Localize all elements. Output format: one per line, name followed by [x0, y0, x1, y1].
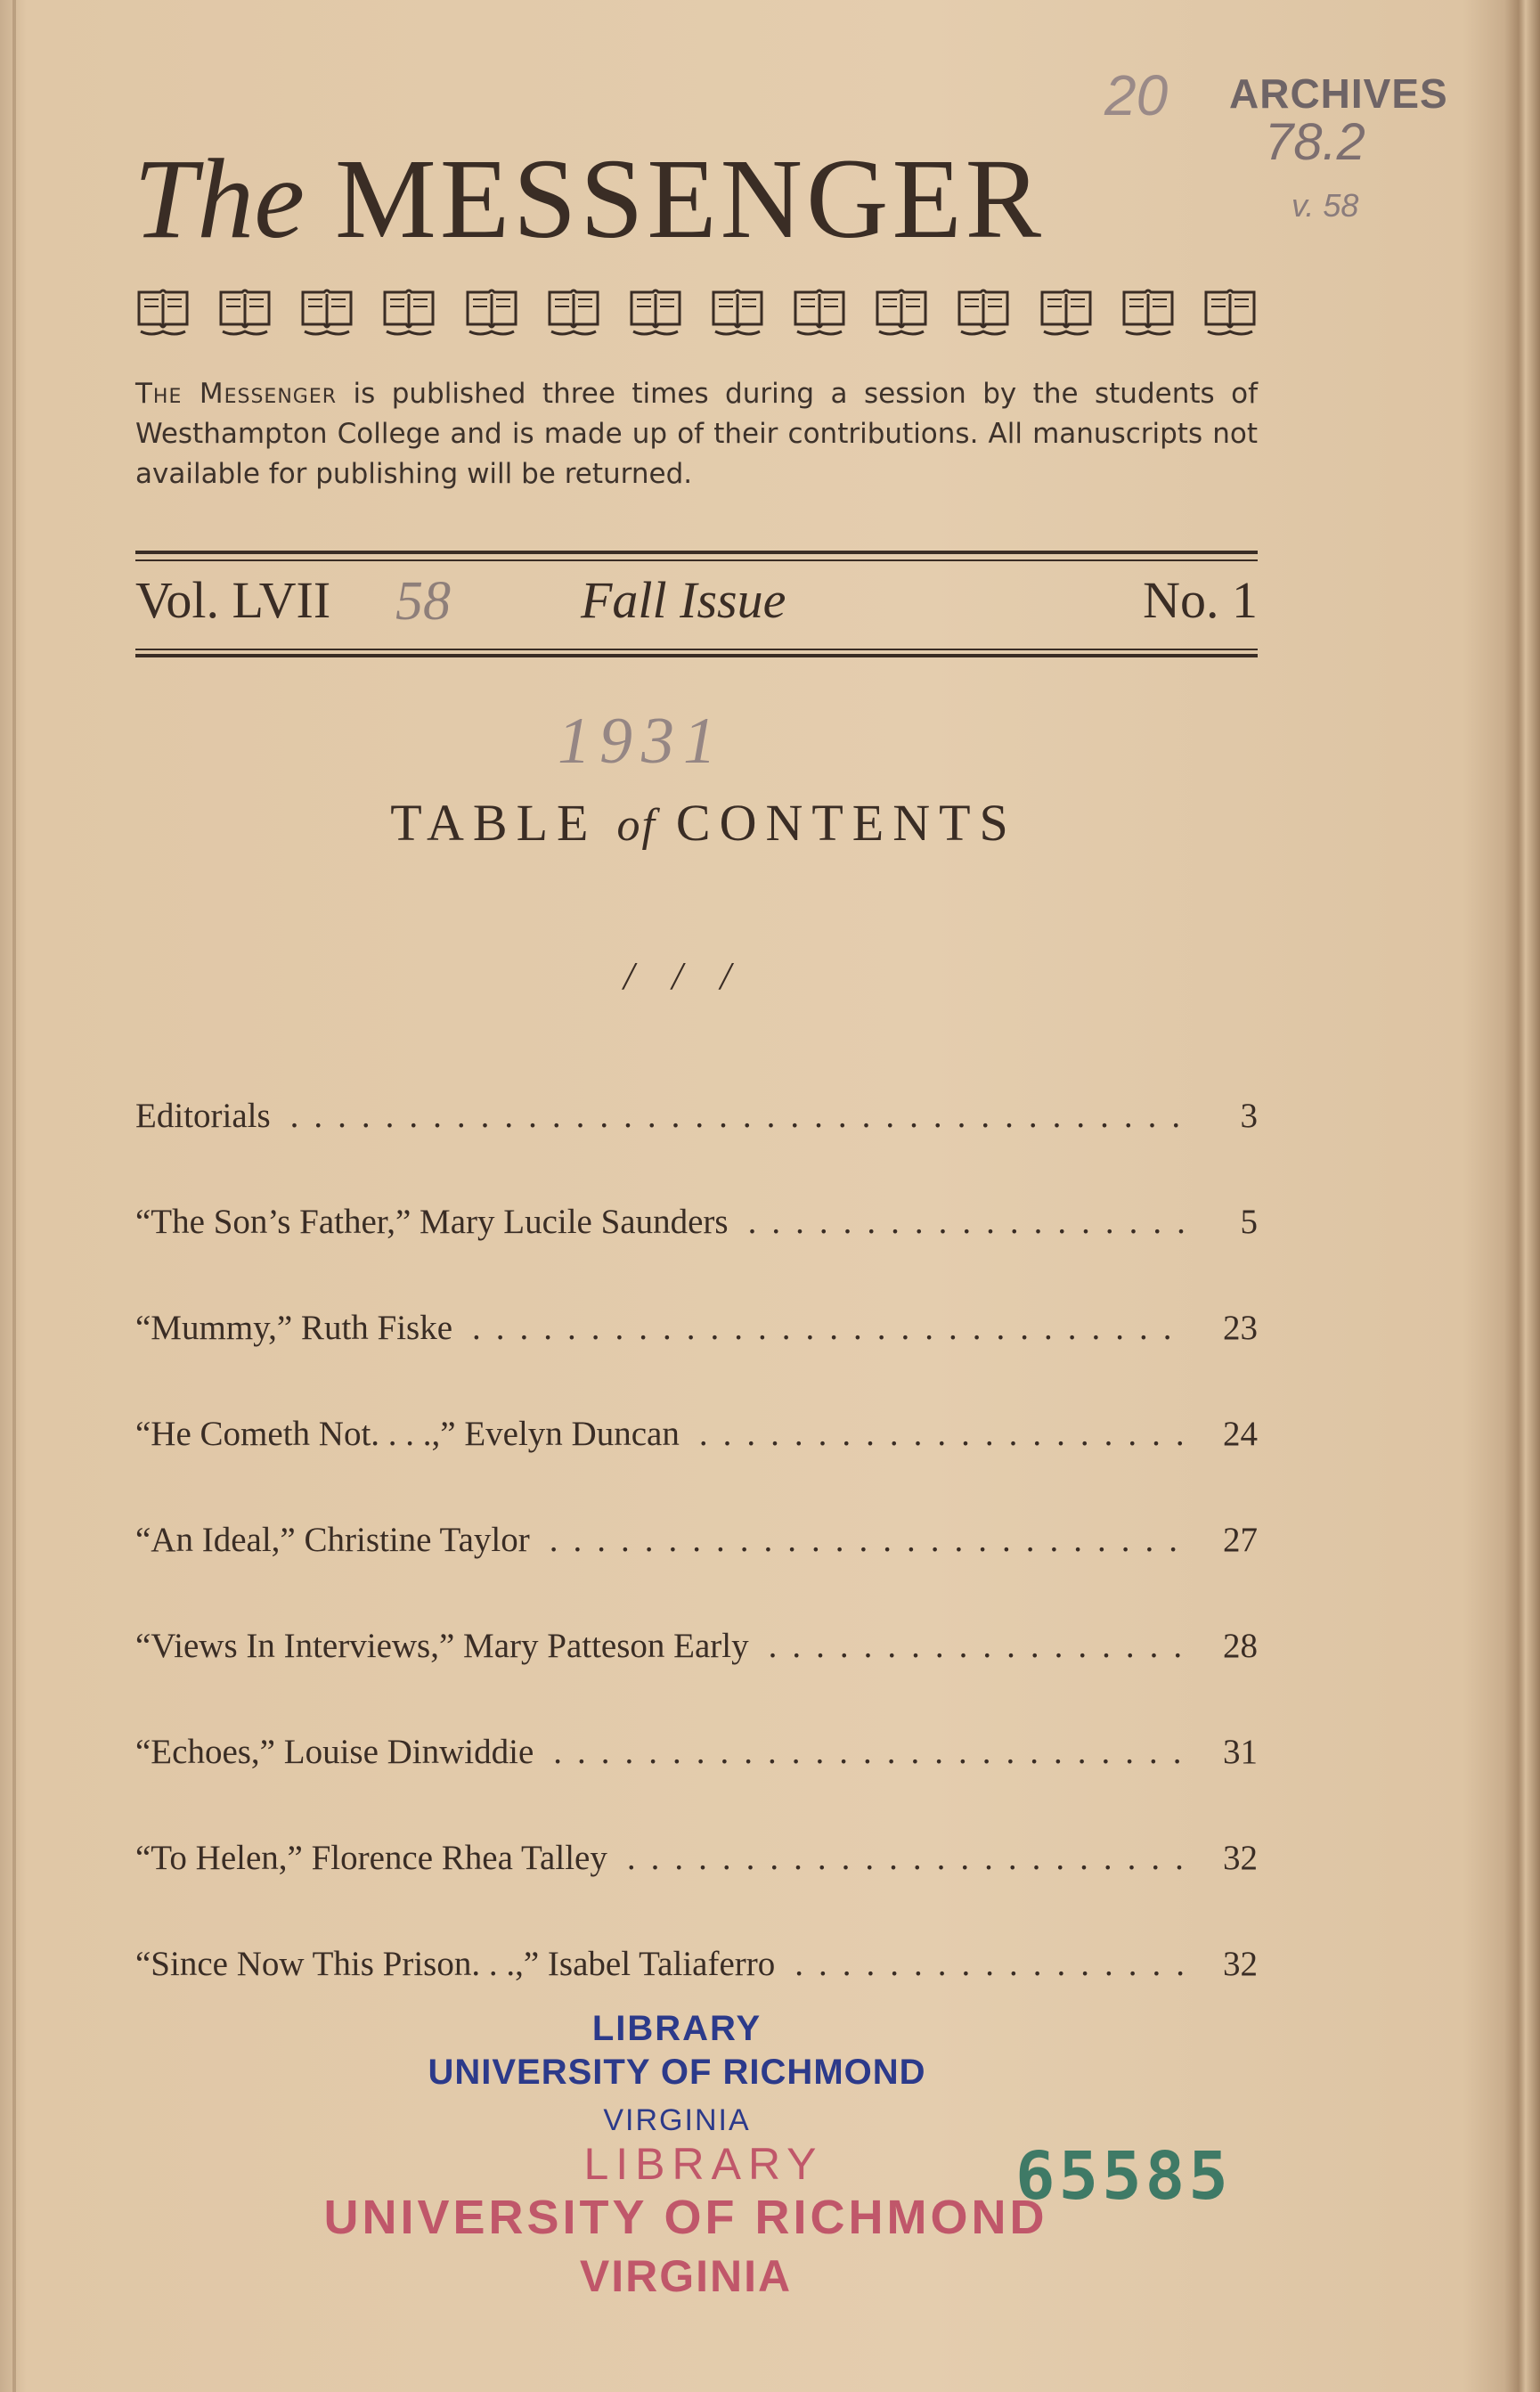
toc-entry: [135, 1096, 1258, 1149]
toc-entry-title: “To Helen,” Florence Rhea Talley: [135, 1839, 607, 1877]
library-stamp-red-line3: VIRGINIA: [579, 2251, 793, 2301]
archives-handwritten-prefix: 20: [1104, 63, 1169, 127]
archives-volume: v. 58: [1291, 187, 1359, 224]
accession-number: 65585: [1015, 2138, 1232, 2215]
toc-entry-title: “Mummy,” Ruth Fiske: [135, 1309, 453, 1347]
toc-entry: [135, 1732, 1258, 1785]
toc-entry-title: “He Cometh Not. . . .,” Evelyn Duncan: [135, 1415, 680, 1453]
handwritten-volume: 58: [395, 571, 451, 632]
toc-entry-page: 5: [1240, 1203, 1258, 1241]
library-stamp-red-line2: UNIVERSITY OF RICHMOND: [323, 2191, 1048, 2244]
toc-entry-title: “An Ideal,” Christine Taylor: [135, 1521, 530, 1559]
ornament-book-icon: [464, 287, 519, 339]
library-stamp-red-line1: LIBRARY: [583, 2139, 824, 2189]
library-stamp-red: [267, 2138, 1104, 2302]
top-rule-thick: [135, 551, 1258, 554]
masthead: [134, 134, 1274, 276]
toc-heading: [338, 793, 1069, 853]
page-fold-left: [12, 0, 16, 2392]
ornament-book-icon: [217, 287, 273, 339]
ornament-book-icon: [299, 287, 354, 339]
toc-entry-title: “The Son’s Father,” Mary Lucile Saunders: [135, 1203, 729, 1241]
season-label: Fall Issue: [581, 571, 786, 629]
ornament-book-icon: [546, 287, 601, 339]
toc-entry-leader: ..............................: [472, 1309, 1187, 1347]
publication-notice-text: is published three times during a session by the students of Westhampton College and is made up of their contributions. All manuscripts not available for publishing will be returned.: [135, 378, 1258, 490]
library-stamp-blue-line2: UNIVERSITY OF RICHMOND: [428, 2053, 926, 2092]
ornament-row: [135, 287, 1258, 340]
toc-heading-contents: CONTENTS: [675, 794, 1017, 852]
toc-entry: [135, 1520, 1258, 1573]
masthead-title: MESSENGER: [335, 135, 1045, 262]
toc-entry: [135, 1944, 1258, 1997]
issue-number: No. 1: [1143, 571, 1258, 629]
toc-entry: [135, 1838, 1258, 1891]
toc-entry-page: 31: [1223, 1733, 1258, 1771]
handwritten-year: 1931: [558, 705, 725, 778]
toc-entry-title: “Views In Interviews,” Mary Patteson Early: [135, 1627, 749, 1665]
toc-entry-leader: ...........................: [549, 1521, 1193, 1559]
toc-entry-page: 32: [1223, 1945, 1258, 1983]
toc-entry-leader: ...........................: [553, 1733, 1197, 1771]
archives-call-number: 78.2: [1265, 113, 1365, 171]
library-stamp-blue-line3: VIRGINIA: [603, 2103, 751, 2137]
volume-label: Vol. LVII: [135, 571, 331, 629]
toc-entry-page: 23: [1223, 1309, 1258, 1347]
publication-notice-lead: The Messenger: [135, 378, 338, 410]
toc-entry-leader: .................: [794, 1945, 1200, 1983]
ornament-book-icon: [874, 287, 929, 339]
toc-entry-leader: .....................: [698, 1415, 1200, 1453]
ornament-book-icon: [1120, 287, 1176, 339]
library-stamp-blue-line1: LIBRARY: [591, 2009, 762, 2048]
toc-entry-title: “Since Now This Prison. . .,” Isabel Taliaferro: [135, 1945, 776, 1983]
toc-entry-page: 32: [1223, 1839, 1258, 1877]
ornament-book-icon: [628, 287, 683, 339]
ornament-book-icon: [1039, 287, 1094, 339]
issue-row: [135, 570, 1258, 641]
page-binding-right: [1504, 0, 1540, 2392]
ornament-book-icon: [710, 287, 765, 339]
ornament-book-icon: [135, 287, 191, 339]
masthead-the: The: [134, 135, 305, 262]
toc-entry: [135, 1626, 1258, 1679]
toc-entry-title: “Echoes,” Louise Dinwiddie: [135, 1733, 534, 1771]
toc-entry-page: 3: [1240, 1097, 1258, 1135]
ornament-book-icon: [1202, 287, 1258, 339]
archives-stamp: ARCHIVES: [1229, 70, 1448, 117]
toc-entry-leader: ...................: [747, 1203, 1201, 1241]
top-rule-thin: [135, 559, 1258, 561]
toc-entry-leader: ........................: [626, 1839, 1199, 1877]
toc-entry-page: 28: [1223, 1627, 1258, 1665]
toc-entry-page: 24: [1223, 1415, 1258, 1453]
bottom-rule-thick: [135, 654, 1258, 657]
toc-entry: [135, 1414, 1258, 1467]
ornament-book-icon: [381, 287, 436, 339]
toc-heading-of: of: [616, 800, 656, 851]
toc-entry-leader: ..................: [768, 1627, 1198, 1665]
library-stamp-blue: [392, 2009, 962, 2138]
ornament-book-icon: [956, 287, 1011, 339]
ornament-book-icon: [792, 287, 847, 339]
toc-entry-title: Editorials: [135, 1097, 271, 1135]
section-marks: ///: [623, 954, 769, 998]
bottom-rule-thin: [135, 649, 1258, 650]
toc-entry-page: 27: [1223, 1521, 1258, 1559]
toc-entry-leader: ......................................: [289, 1097, 1196, 1135]
toc-entry: [135, 1202, 1258, 1255]
toc-heading-table: TABLE: [390, 794, 598, 852]
toc-entry: [135, 1308, 1258, 1361]
publication-notice: [135, 374, 1258, 494]
